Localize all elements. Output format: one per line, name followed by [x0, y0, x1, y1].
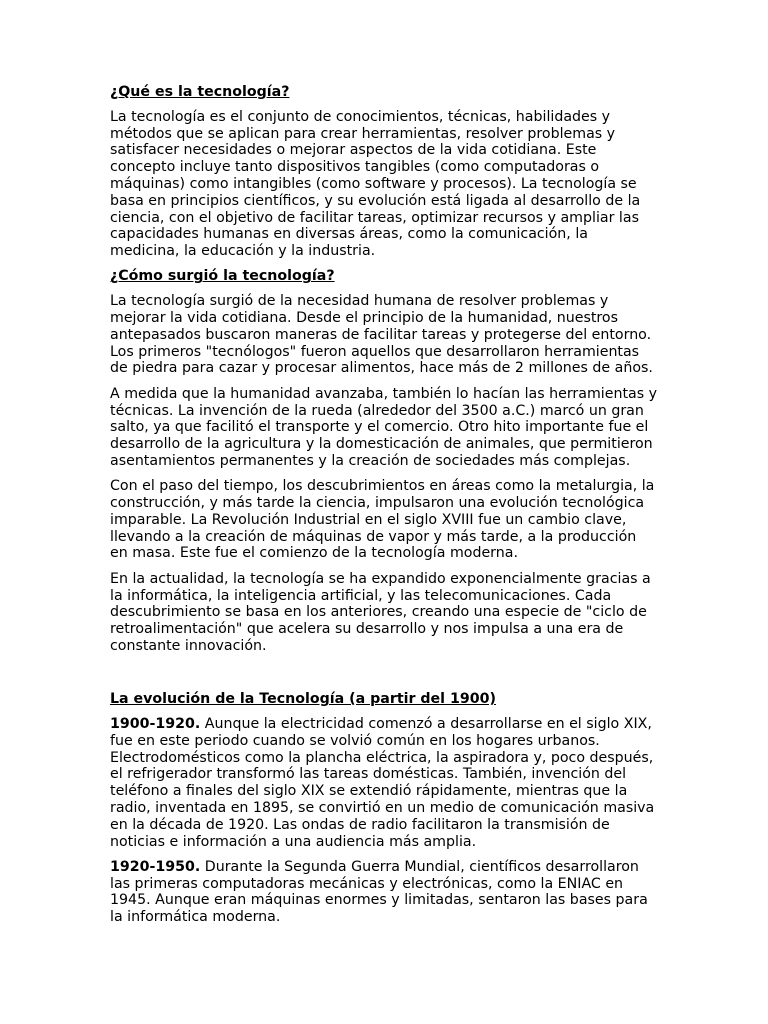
- paragraph-origin-3: Con el paso del tiempo, los descubrimientos en áreas como la metalurgia, la construcción, y más tarde la ciencia, impulsaron una evolución tecnológica imparable. La Revolución Industrial en el siglo XVIII fue un cambio clave, llevando a la creación de máquinas de vapor y más tarde, a la producción en masa. Este fue el comienzo de la tecnología moderna.: [110, 478, 655, 562]
- paragraph-evolution-1920-1950-text: Durante la Segunda Guerra Mundial, científicos desarrollaron las primeras computadoras mecánicas y electrónicas, como la ENIAC en 1945. Aunque eran máquinas enormes y limitadas, sentaron las bases para la informática moderna.: [110, 858, 648, 926]
- section-heading-origin: ¿Cómo surgió la tecnología?: [110, 268, 335, 285]
- paragraph-origin-1: La tecnología surgió de la necesidad humana de resolver problemas y mejorar la vida cotidiana. Desde el principio de la humanidad, nuestros antepasados buscaron maneras de facilitar tareas y protegerse del entorno. Los primeros "tecnólogos" fueron aquellos que desarrollaron herramientas de piedra para cazar y procesar alimentos, hace más de 2 millones de años.: [110, 293, 653, 377]
- period-label-1920-1950: 1920-1950.: [110, 858, 201, 875]
- paragraph-origin-2: A medida que la humanidad avanzaba, también lo hacían las herramientas y técnicas. La invención de la rueda (alrededor del 3500 a.C.) marcó un gran salto, ya que facilitó el transporte y el comercio. Otro hito importante fue el desarrollo de la agricultura y la domesticación de animales, que permitieron asentamientos permanentes y la creación de sociedades más complejas.: [110, 385, 658, 469]
- paragraph-definition: La tecnología es el conjunto de conocimientos, técnicas, habilidades y métodos que se aplican para crear herramientas, resolver problemas y satisfacer necesidades o mejorar aspectos de la vida cotidiana. Este concepto incluye tanto dispositivos tangibles (como computadoras o máquinas) como intangibles (como software y procesos). La tecnología se basa en principios científicos, y su evolución está ligada al desarrollo de la ciencia, con el objetivo de facilitar tareas, optimizar recursos y ampliar las capacidades humanas en diversas áreas, como la comunicación, la medicina, la educación y la industria.: [110, 108, 641, 260]
- paragraph-origin-4: En la actualidad, la tecnología se ha expandido exponencialmente gracias a la informática, la inteligencia artificial, y las telecomunicaciones. Cada descubrimiento se basa en los anteriores, creando una especie de "ciclo de retroalimentación" que acelera su desarrollo y nos impulsa a una era de constante innovación.: [110, 570, 651, 654]
- section-heading-evolution: La evolución de la Tecnología (a partir del 1900): [110, 691, 496, 708]
- section-heading-what-is-technology: ¿Qué es la tecnología?: [110, 84, 290, 100]
- paragraph-evolution-1900-1920: [110, 716, 660, 850]
- paragraph-evolution-1920-1950: [110, 859, 660, 926]
- paragraph-evolution-1900-1920-text: Aunque la electricidad comenzó a desarrollarse en el siglo XIX, fue en este periodo cuando se volvió común en los hogares urbanos. Electrodomésticos como la plancha eléctrica, la aspiradora y, poco después, el refrigerador transformó las tareas domésticas. También, invención del teléfono a finales del siglo XIX se extendió rápidamente, mientras que la radio, inventada en 1895, se convirtió en un medio de comunicación masiva en la década de 1920. Las ondas de radio facilitaron la transmisión de noticias e información a una audiencia más amplia.: [110, 716, 655, 850]
- section-spacer: [110, 663, 660, 691]
- document-page: [110, 84, 660, 935]
- period-label-1900-1920: 1900-1920.: [110, 716, 201, 732]
